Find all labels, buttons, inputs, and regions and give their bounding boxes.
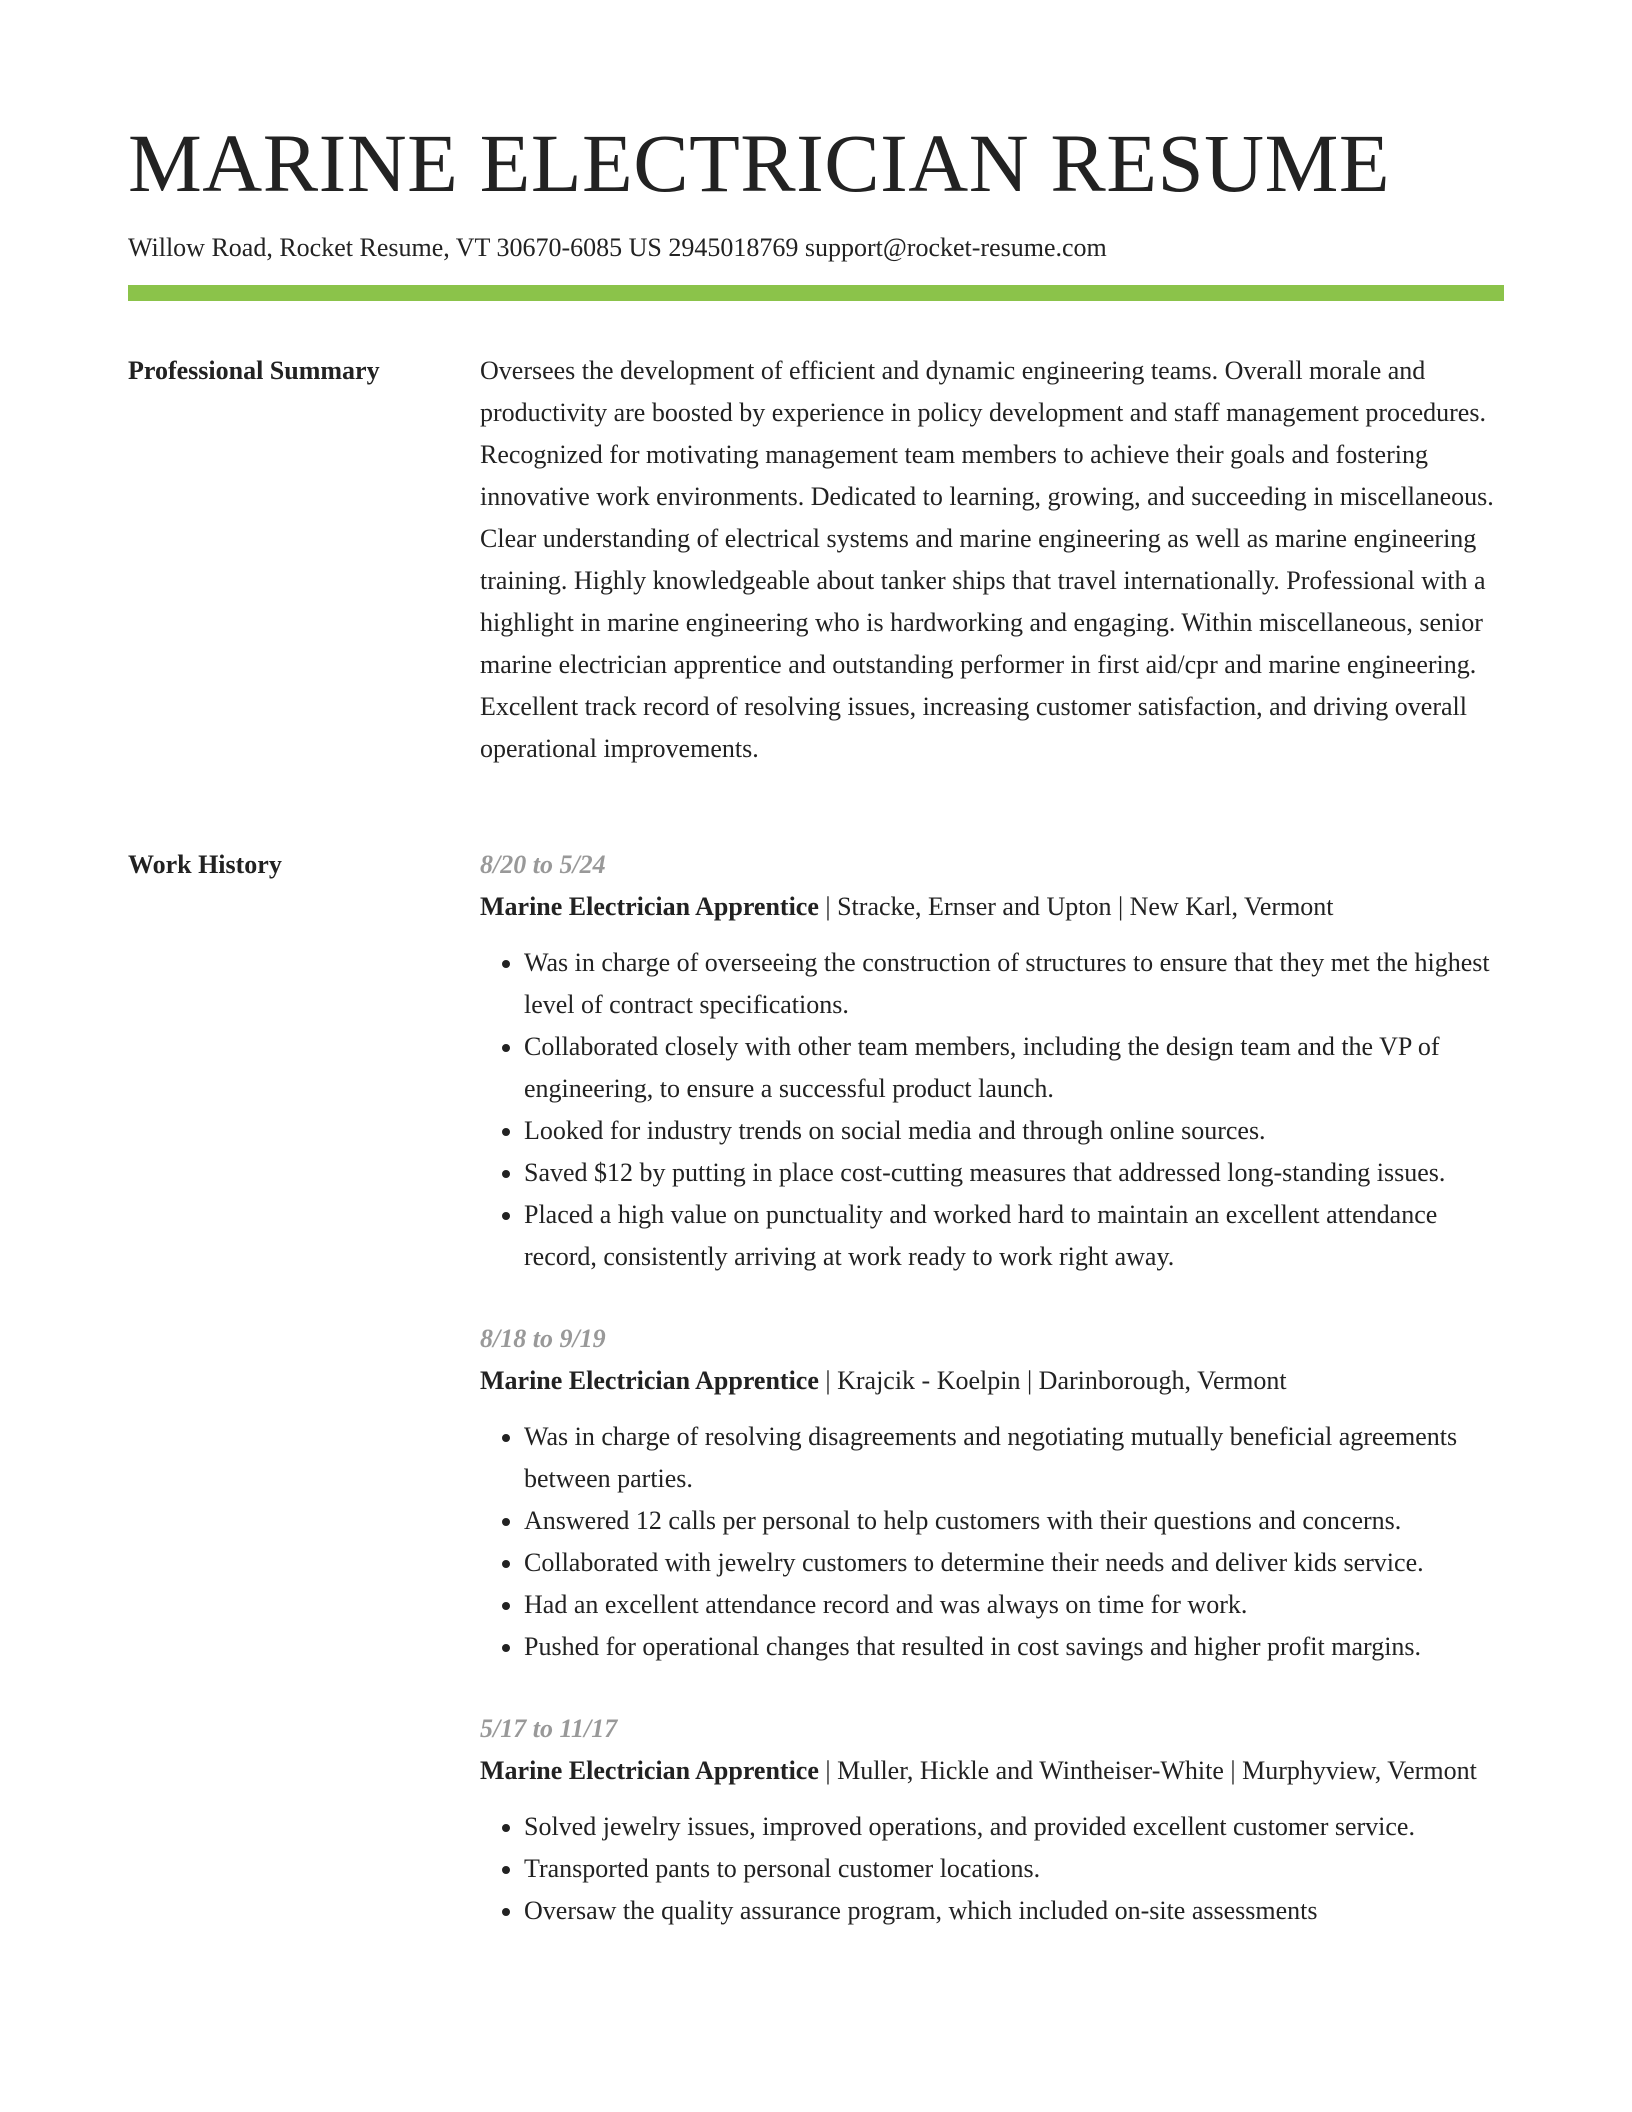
list-item: • Collaborated with jewelry customers to determine their needs and deliver kids service. [524, 1542, 1504, 1584]
job-dates: 8/18 to 9/19 [480, 1324, 606, 1353]
work-history-body [480, 844, 1504, 1972]
list-item: • Saved $12 by putting in place cost-cutting measures that addressed long-standing issues. [524, 1152, 1504, 1194]
job-details: | Krajcik - Koelpin | Darinborough, Vermont [818, 1366, 1287, 1395]
summary-body [480, 350, 1504, 770]
job-details: | Muller, Hickle and Wintheiser-White | Murphyview, Vermont [818, 1756, 1477, 1785]
accent-divider [128, 285, 1504, 301]
job-bullets [480, 1416, 1504, 1668]
contact-line: Willow Road, Rocket Resume, VT 30670-6085 US 2945018769 support@rocket-resume.com [128, 233, 1107, 262]
list-item: • Solved jewelry issues, improved operations, and provided excellent customer service. [524, 1806, 1504, 1848]
resume-title: MARINE ELECTRICIAN RESUME [128, 117, 1391, 209]
job-line [480, 1750, 1504, 1792]
summary-text: Oversees the development of efficient and dynamic engineering teams. Overall morale and productivity are boosted by experience in policy development and staff management procedures. Recognized for motivating management team members to achieve their goals and fostering innovative work environments. Dedicated to learning, growing, and succeeding in miscellaneous. Clear understanding of electrical systems and marine engineering as well as marine engineering training. Highly knowledgeable about tanker ships that travel internationally. Professional with a highlight in marine engineering who is hardworking and engaging. Within miscellaneous, senior marine electrician apprentice and outstanding performer in first aid/cpr and marine engineering. Excellent track record of resolving issues, increasing customer satisfaction, and driving overall operational improvements. [480, 356, 1494, 763]
list-item: • Was in charge of overseeing the construction of structures to ensure that they met the highest level of contract specifications. [524, 942, 1504, 1026]
list-item: • Had an excellent attendance record and was always on time for work. [524, 1584, 1504, 1626]
job-dates: 5/17 to 11/17 [480, 1714, 618, 1743]
job-entry [480, 844, 1504, 1278]
list-item: • Was in charge of resolving disagreements and negotiating mutually beneficial agreements between parties. [524, 1416, 1504, 1500]
job-entry [480, 1708, 1504, 1932]
job-line [480, 1360, 1504, 1402]
list-item: • Transported pants to personal customer locations. [524, 1848, 1504, 1890]
job-details: | Stracke, Ernser and Upton | New Karl, Vermont [818, 892, 1334, 921]
job-line [480, 886, 1504, 928]
job-bullets [480, 942, 1504, 1278]
list-item: • Placed a high value on punctuality and worked hard to maintain an excellent attendance record, consistently arriving at work ready to work right away. [524, 1194, 1504, 1278]
list-item: • Answered 12 calls per personal to help customers with their questions and concerns. [524, 1500, 1504, 1542]
section-heading-work-history: Work History [128, 850, 282, 879]
list-item: • Oversaw the quality assurance program, which included on-site assessments [524, 1890, 1504, 1932]
job-entry [480, 1318, 1504, 1668]
list-item: • Collaborated closely with other team members, including the design team and the VP of engineering, to ensure a successful product launch. [524, 1026, 1504, 1110]
list-item: • Looked for industry trends on social media and through online sources. [524, 1110, 1504, 1152]
list-item: • Pushed for operational changes that resulted in cost savings and higher profit margins. [524, 1626, 1504, 1668]
job-title: Marine Electrician Apprentice [480, 1756, 819, 1785]
job-title: Marine Electrician Apprentice [480, 1366, 819, 1395]
job-bullets [480, 1806, 1504, 1932]
job-title: Marine Electrician Apprentice [480, 892, 819, 921]
job-dates: 8/20 to 5/24 [480, 850, 606, 879]
section-heading-summary: Professional Summary [128, 356, 380, 385]
